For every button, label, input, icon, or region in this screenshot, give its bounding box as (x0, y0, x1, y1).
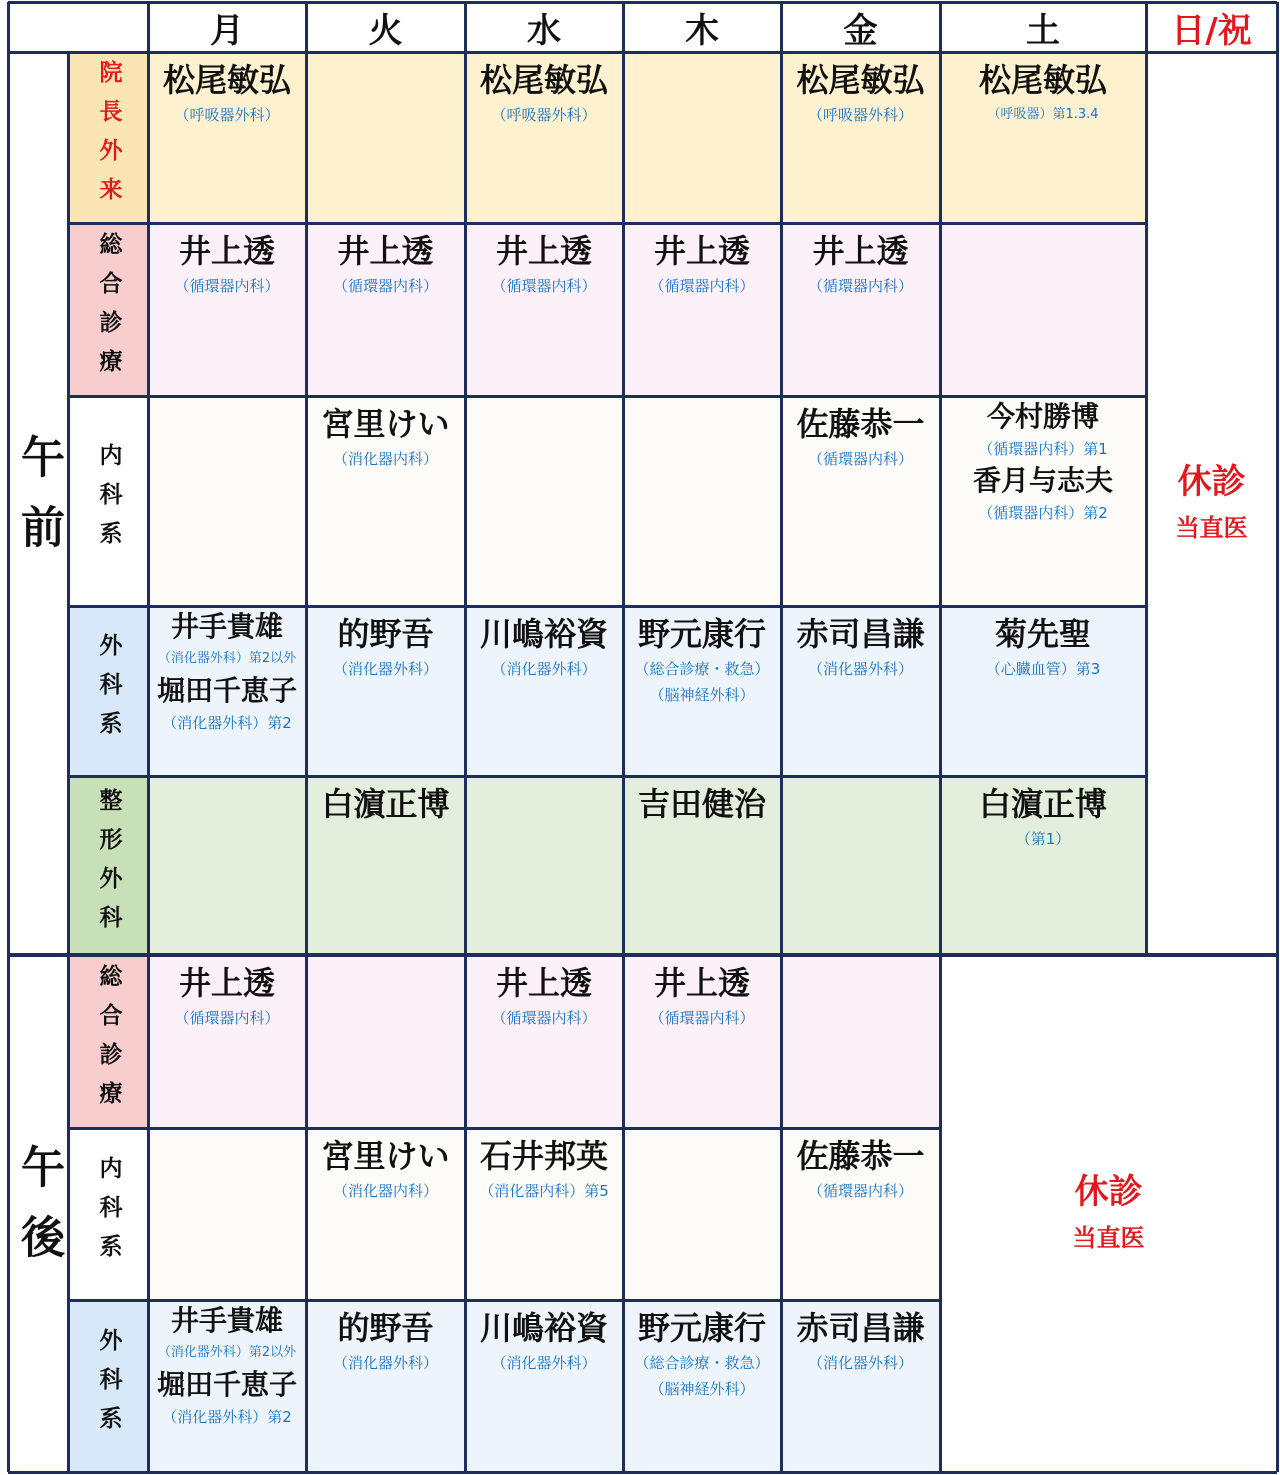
schedule-cell (781, 776, 940, 955)
category-surgical (68, 1300, 148, 1472)
doctor-name: 松尾敏弘 (162, 61, 291, 99)
doctor-name: 石井邦英 (479, 1137, 608, 1175)
category-label: 内科系 (95, 442, 122, 560)
specialty-note: （消化器外科） (332, 660, 438, 678)
schedule-cell (623, 776, 781, 955)
schedule-cell (306, 1300, 465, 1472)
period-text: 午前 (13, 433, 64, 574)
category-director (68, 52, 148, 223)
doctor-name: 井上透 (178, 232, 275, 270)
specialty-note: （循環器内科） (174, 277, 280, 295)
schedule-cell (306, 1128, 465, 1300)
category-surgical (68, 606, 148, 776)
grid-line (939, 52, 942, 955)
grid-line (305, 2, 308, 52)
grid-line (622, 52, 625, 955)
doctor-name: 松尾敏弘 (978, 61, 1107, 99)
specialty-note: （循環器内科） (649, 1009, 755, 1027)
schedule-cell (623, 396, 781, 606)
specialty-note: （循環器内科） (649, 277, 755, 295)
schedule-cell (781, 396, 940, 606)
schedule-cell (148, 606, 306, 776)
duty-doctor-label: 当直医 (1072, 1223, 1145, 1252)
specialty-note: （循環器内科） (332, 277, 438, 295)
header-corner (8, 2, 148, 52)
grid-line (1276, 2, 1279, 1472)
doctor-name: 井手貴雄 (170, 1304, 283, 1337)
doctor-name: 野元康行 (637, 1309, 766, 1347)
schedule-cell (465, 776, 623, 955)
doctor-name: 今村勝博 (986, 400, 1099, 433)
schedule-cell (306, 52, 465, 223)
doctor-name: 井上透 (653, 964, 750, 1002)
category-internal (68, 396, 148, 606)
specialty-note: （脳神経外科） (649, 686, 755, 704)
doctor-name: 吉田健治 (637, 785, 766, 823)
schedule-cell (465, 606, 623, 776)
day-header: 土 (940, 2, 1146, 52)
day-header: 金 (781, 2, 940, 52)
day-header: 火 (306, 2, 465, 52)
category-general (68, 955, 148, 1128)
grid-line (68, 222, 1146, 225)
closed-label: 休診 (1074, 1171, 1143, 1212)
specialty-note: （消化器外科） (332, 1354, 438, 1372)
specialty-note: （呼吸器外科） (491, 106, 597, 124)
specialty-note: （呼吸器外科） (174, 106, 280, 124)
category-label: 整形外科 (95, 787, 122, 944)
specialty-note: （消化器外科） (807, 1354, 913, 1372)
specialty-note: （消化器外科）第2以外 (157, 1345, 297, 1360)
specialty-note: （呼吸器外科） (807, 106, 913, 124)
doctor-name: 井上透 (812, 232, 909, 270)
schedule-cell (623, 1300, 781, 1472)
category-label: 外科系 (95, 1327, 122, 1445)
schedule-cell (306, 223, 465, 396)
specialty-note: （消化器外科） (491, 1354, 597, 1372)
specialty-note: （循環器内科）第1 (978, 440, 1108, 458)
grid-line (7, 2, 10, 1472)
grid-line (68, 605, 1146, 608)
doctor-name: 香月与志夫 (972, 464, 1113, 497)
schedule-cell (940, 223, 1146, 396)
grid-line (939, 2, 942, 52)
doctor-name: 佐藤恭一 (796, 405, 925, 443)
specialty-note: （循環器内科） (807, 450, 913, 468)
grid-line (464, 52, 467, 955)
doctor-name: 井手貴雄 (170, 610, 283, 643)
schedule-cell (623, 606, 781, 776)
grid-line (147, 2, 150, 52)
specialty-note: （消化器外科）第2 (162, 1408, 292, 1426)
grid-line (8, 1471, 1277, 1474)
schedule-cell (781, 955, 940, 1128)
schedule-cell (465, 396, 623, 606)
category-label: 院長外来 (95, 59, 122, 216)
grid-line (780, 955, 783, 1472)
specialty-note: （循環器内科） (491, 277, 597, 295)
grid-line (939, 955, 942, 1472)
grid-line (68, 1127, 940, 1130)
doctor-name: 井上透 (495, 232, 592, 270)
specialty-note: （循環器内科） (807, 277, 913, 295)
schedule-cell (306, 955, 465, 1128)
grid-line (8, 1, 1277, 4)
doctor-name: 井上透 (495, 964, 592, 1002)
schedule-cell (148, 955, 306, 1128)
specialty-note: （第1） (1015, 830, 1071, 848)
grid-line (1145, 2, 1148, 52)
schedule-cell (940, 776, 1146, 955)
schedule-cell (623, 223, 781, 396)
doctor-name: 赤司昌謙 (796, 615, 925, 653)
schedule-cell (781, 223, 940, 396)
schedule-cell (148, 776, 306, 955)
grid-line (780, 52, 783, 955)
grid-line (1145, 52, 1148, 955)
category-label: 総合診療 (95, 231, 122, 388)
schedule-cell (781, 1300, 940, 1472)
specialty-note: （総合診療・救急） (634, 1354, 770, 1372)
category-internal (68, 1128, 148, 1300)
schedule-cell (465, 52, 623, 223)
closed-am (1146, 52, 1277, 955)
doctor-name: 堀田千恵子 (156, 1368, 297, 1401)
grid-line (464, 2, 467, 52)
doctor-name: 白濵正博 (978, 785, 1107, 823)
grid-line (464, 955, 467, 1472)
doctor-name: 松尾敏弘 (479, 61, 608, 99)
doctor-name: 的野吾 (337, 615, 434, 653)
doctor-name: 川嶋裕資 (479, 1309, 608, 1347)
schedule-cell (623, 955, 781, 1128)
schedule-cell (465, 223, 623, 396)
doctor-name: 川嶋裕資 (479, 615, 608, 653)
schedule-cell (306, 776, 465, 955)
doctor-name: 赤司昌謙 (796, 1309, 925, 1347)
grid-line (8, 953, 1277, 957)
specialty-note: （循環器内科） (491, 1009, 597, 1027)
schedule-cell (623, 1128, 781, 1300)
grid-line (8, 51, 1277, 54)
specialty-note: （消化器内科） (332, 1182, 438, 1200)
schedule-cell (940, 606, 1146, 776)
schedule-cell (781, 1128, 940, 1300)
grid-line (305, 52, 308, 955)
grid-line (68, 395, 1146, 398)
doctor-name: 堀田千恵子 (156, 674, 297, 707)
doctor-name: 宮里けい (321, 405, 450, 443)
schedule-cell (781, 52, 940, 223)
day-header: 月 (148, 2, 306, 52)
day-header: 水 (465, 2, 623, 52)
duty-doctor-label: 当直医 (1175, 513, 1248, 542)
grid-line (780, 2, 783, 52)
specialty-note: （総合診療・救急） (634, 660, 770, 678)
period-label-am (8, 52, 68, 955)
specialty-note: （消化器外科）第2以外 (157, 651, 297, 666)
grid-line (622, 955, 625, 1472)
doctor-name: 井上透 (653, 232, 750, 270)
schedule-cell (148, 1128, 306, 1300)
specialty-note: （消化器内科） (332, 450, 438, 468)
schedule-cell (306, 396, 465, 606)
doctor-name: 井上透 (337, 232, 434, 270)
specialty-note: （循環器内科）第2 (978, 504, 1108, 522)
schedule-cell (940, 52, 1146, 223)
doctor-name: 的野吾 (337, 1309, 434, 1347)
schedule-cell (148, 52, 306, 223)
schedule-cell (148, 223, 306, 396)
closed-label: 休診 (1177, 461, 1246, 502)
specialty-note: （循環器内科） (174, 1009, 280, 1027)
specialty-note: （消化器外科）第2 (162, 714, 292, 732)
schedule-cell (465, 955, 623, 1128)
grid-line (622, 2, 625, 52)
doctor-name: 野元康行 (637, 615, 766, 653)
doctor-name: 松尾敏弘 (796, 61, 925, 99)
grid-line (67, 52, 70, 1472)
period-text: 午後 (13, 1143, 64, 1284)
schedule-cell (465, 1300, 623, 1472)
grid-line (305, 955, 308, 1472)
category-label: 総合診療 (95, 963, 122, 1120)
day-header: 日/祝 (1146, 2, 1277, 52)
specialty-note: （呼吸器）第1.3.4 (987, 107, 1099, 122)
doctor-name: 宮里けい (321, 1137, 450, 1175)
category-label: 内科系 (95, 1155, 122, 1273)
category-label: 外科系 (95, 632, 122, 750)
specialty-note: （消化器外科） (807, 660, 913, 678)
specialty-note: （心臓血管）第3 (985, 660, 1101, 678)
doctor-name: 佐藤恭一 (796, 1137, 925, 1175)
doctor-name: 井上透 (178, 964, 275, 1002)
doctor-name: 菊先聖 (994, 615, 1091, 653)
grid-line (147, 52, 150, 955)
grid-line (68, 1299, 940, 1302)
specialty-note: （循環器内科） (807, 1182, 913, 1200)
grid-line (68, 775, 1146, 778)
schedule-cell (940, 396, 1146, 606)
doctor-name: 白濵正博 (321, 785, 450, 823)
schedule-cell (306, 606, 465, 776)
day-header: 木 (623, 2, 781, 52)
specialty-note: （脳神経外科） (649, 1380, 755, 1398)
schedule-cell (148, 396, 306, 606)
grid-line (147, 955, 150, 1472)
closed-pm (940, 955, 1277, 1472)
specialty-note: （消化器内科）第5 (479, 1182, 609, 1200)
period-label-pm (8, 955, 68, 1472)
schedule-cell (623, 52, 781, 223)
specialty-note: （消化器外科） (491, 660, 597, 678)
category-ortho (68, 776, 148, 955)
category-general (68, 223, 148, 396)
schedule-cell (148, 1300, 306, 1472)
schedule-cell (465, 1128, 623, 1300)
schedule-cell (781, 606, 940, 776)
